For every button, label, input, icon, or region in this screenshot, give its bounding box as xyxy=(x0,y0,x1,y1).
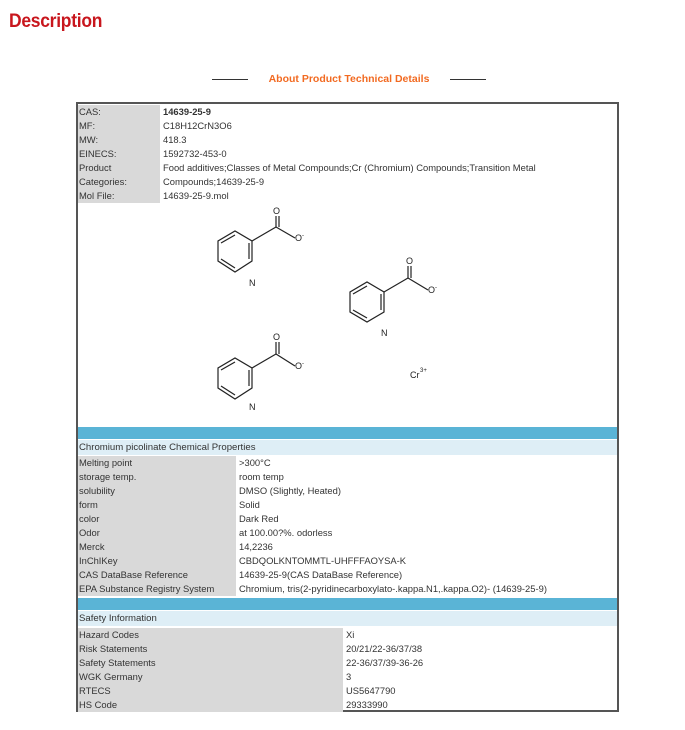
safety-value: US5647790 xyxy=(346,685,396,696)
atom-o-1: O xyxy=(273,206,281,216)
atom-n-2: N xyxy=(381,328,388,338)
chemical-structure-image xyxy=(78,104,617,428)
technical-details-table xyxy=(76,102,619,712)
prop-key: color xyxy=(78,512,236,526)
prop-value[interactable]: 14639-25-9(CAS DataBase Reference) xyxy=(239,569,403,580)
safety-row xyxy=(78,698,617,712)
page-title: Description xyxy=(9,11,103,32)
prop-value: CBDQOLKNTOMMTL-UHFFFAOYSA-K xyxy=(239,555,407,566)
atom-o-minus-1: O xyxy=(295,233,303,243)
safety-divider-bar xyxy=(78,598,617,610)
atom-n-1: N xyxy=(249,278,256,288)
prop-value: DMSO (Slightly, Heated) xyxy=(239,485,341,496)
atom-o-3: O xyxy=(273,332,281,342)
atom-o-2: O xyxy=(406,256,414,266)
prop-value[interactable]: Chromium, tris(2-pyridinecarboxylato-.kappa.N1,.kappa.O2)- (14639-25-9) xyxy=(239,583,547,594)
safety-value: 22-36/37/39-36-26 xyxy=(346,657,424,668)
subtitle-right-rule xyxy=(450,79,486,80)
prop-key: EPA Substance Registry System xyxy=(78,582,236,596)
section-subtitle xyxy=(212,72,486,88)
prop-key: solubility xyxy=(78,484,236,498)
prop-row xyxy=(78,512,617,526)
safety-key: Hazard Codes xyxy=(78,628,343,642)
mw-label: MW: xyxy=(78,133,160,147)
subtitle-text: About Product Technical Details xyxy=(268,73,430,85)
cas-value: 14639-25-9 xyxy=(163,106,211,117)
charge-2: - xyxy=(435,285,437,291)
categories-label-line1: Product xyxy=(79,162,112,173)
safety-key: HS Code xyxy=(78,698,343,712)
charge-1: - xyxy=(302,233,304,239)
prop-value: Dark Red xyxy=(239,513,279,524)
mw-value: 418.3 xyxy=(163,134,187,145)
safety-row xyxy=(78,684,617,698)
atom-o-minus-3: O xyxy=(295,361,303,371)
chromium-symbol: Cr xyxy=(410,370,420,380)
prop-row xyxy=(78,554,617,568)
prop-row xyxy=(78,526,617,540)
safety-key: Risk Statements xyxy=(78,642,343,656)
properties-header: Chromium picolinate Chemical Properties xyxy=(78,440,617,455)
safety-row xyxy=(78,670,617,684)
chromium-charge: 3+ xyxy=(420,368,427,374)
prop-row xyxy=(78,582,617,596)
prop-row xyxy=(78,568,617,582)
safety-value: 20/21/22-36/37/38 xyxy=(346,643,423,654)
prop-value: room temp xyxy=(239,471,284,482)
mf-label: MF: xyxy=(78,119,160,133)
safety-header: Safety Information xyxy=(78,611,617,626)
safety-value: 3 xyxy=(346,671,352,682)
categories-label-line2: Categories: xyxy=(79,176,127,187)
picolinate-molecule-1 xyxy=(218,216,295,272)
mf-value: C18H12CrN3O6 xyxy=(163,120,232,131)
mol-file-label: Mol File: xyxy=(78,189,160,203)
prop-key: CAS DataBase Reference xyxy=(78,568,236,582)
mol-file-value[interactable]: 14639-25-9.mol xyxy=(163,190,229,201)
einecs-label: EINECS: xyxy=(78,147,160,161)
properties-divider-bar xyxy=(78,427,617,439)
prop-value: Solid xyxy=(239,499,260,510)
prop-key: Merck xyxy=(78,540,236,554)
categories-value-line1: Food additives;Classes of Metal Compounds;Cr (Chromium) Compounds;Transition Metal xyxy=(163,162,536,173)
prop-value: 14,2236 xyxy=(239,541,273,552)
safety-row xyxy=(78,628,617,642)
prop-key: InChIKey xyxy=(78,554,236,568)
prop-value: at 100.00?%. odorless xyxy=(239,527,333,538)
safety-row xyxy=(78,656,617,670)
safety-key: WGK Germany xyxy=(78,670,343,684)
categories-value-line2: Compounds;14639-25-9 xyxy=(163,176,265,187)
cas-label: CAS: xyxy=(78,105,160,119)
atom-n-3: N xyxy=(249,402,256,412)
prop-row xyxy=(78,540,617,554)
prop-value: >300°C xyxy=(239,457,271,468)
prop-key: storage temp. xyxy=(78,470,236,484)
prop-key: form xyxy=(78,498,236,512)
safety-key: Safety Statements xyxy=(78,656,343,670)
safety-value: Xi xyxy=(346,629,355,640)
safety-key: RTECS xyxy=(78,684,343,698)
prop-row xyxy=(78,456,617,470)
prop-key: Melting point xyxy=(78,456,236,470)
prop-row xyxy=(78,498,617,512)
prop-key: Odor xyxy=(78,526,236,540)
einecs-value: 1592732-453-0 xyxy=(163,148,227,159)
prop-row xyxy=(78,470,617,484)
picolinate-molecule-2 xyxy=(350,266,428,322)
atom-o-minus-2: O xyxy=(428,285,436,295)
prop-row xyxy=(78,484,617,498)
charge-3: - xyxy=(302,361,304,367)
safety-value: 29333990 xyxy=(346,699,388,710)
picolinate-molecule-3 xyxy=(218,342,295,399)
safety-row xyxy=(78,642,617,656)
